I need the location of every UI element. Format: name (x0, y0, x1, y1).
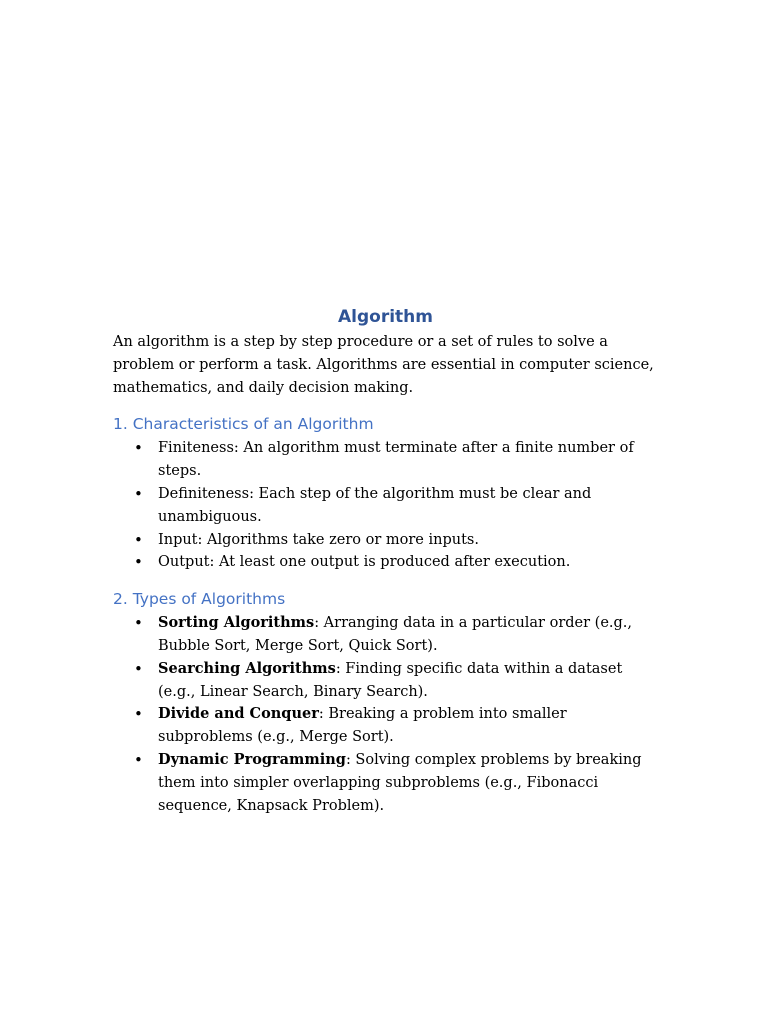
bullet-icon: • (134, 705, 143, 724)
list-item-text: : Finding specific data within a dataset (e.g., Linear Search, Binary Search). (158, 660, 623, 700)
list-item (113, 437, 658, 483)
document-page (113, 304, 658, 817)
characteristics-list (113, 437, 658, 574)
bullet-icon: • (134, 614, 143, 633)
bullet-icon: • (134, 750, 143, 769)
list-item-text: Input: Algorithms take zero or more inputs. (158, 531, 479, 548)
list-item (113, 703, 658, 749)
list-item (113, 529, 658, 552)
list-item-text: Definiteness: Each step of the algorithm must be clear and unambiguous. (158, 485, 592, 525)
list-item-text: : Breaking a problem into smaller subproblems (e.g., Merge Sort). (158, 706, 567, 746)
list-item (113, 749, 658, 817)
bullet-icon: • (134, 553, 143, 572)
list-item-text: : Arranging data in a particular order (e.g., Bubble Sort, Merge Sort, Quick Sort). (158, 615, 633, 654)
document-title: Algorithm (338, 307, 433, 327)
types-list (113, 612, 658, 817)
list-item (113, 483, 658, 529)
bullet-icon: • (134, 484, 143, 503)
bullet-icon: • (134, 659, 143, 678)
bullet-icon: • (134, 439, 143, 458)
list-item-text: Finiteness: An algorithm must terminate after a finite number of steps. (158, 440, 634, 480)
section-heading-types: 2. Types of Algorithms (113, 590, 286, 609)
list-item-term: Searching Algorithms (158, 659, 336, 677)
list-item-term: Divide and Conquer (158, 705, 319, 723)
section-heading-characteristics: 1. Characteristics of an Algorithm (113, 415, 374, 434)
intro-paragraph: An algorithm is a step by step procedure or a set of rules to solve a problem or perform a task. Algorithms are essential in computer science, mathematics, and daily decision making. (113, 334, 654, 396)
bullet-icon: • (134, 530, 143, 549)
list-item-term: Dynamic Programming (158, 750, 346, 768)
list-item-text: : Solving complex problems by breaking them into simpler overlapping subproblems (e.g., Fibonacci sequence, Knapsack Problem). (158, 751, 642, 814)
list-item (113, 612, 658, 658)
list-item-text: Output: At least one output is produced after execution. (158, 554, 571, 571)
list-item (113, 551, 658, 574)
list-item-term: Sorting Algorithms (158, 614, 315, 632)
list-item (113, 658, 658, 704)
